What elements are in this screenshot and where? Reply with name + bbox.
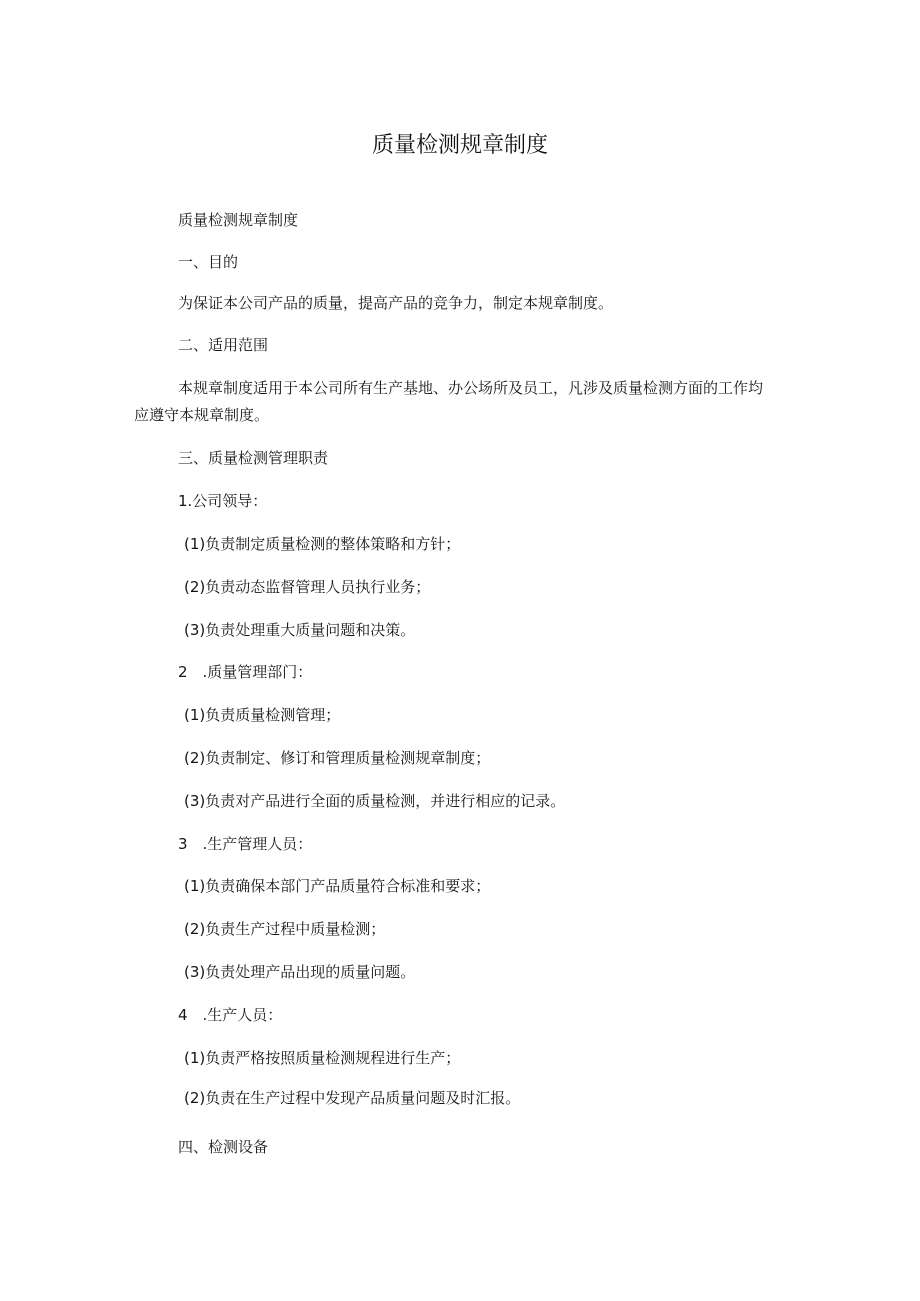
group-3-item-2: (2)负责生产过程中质量检测； <box>184 920 386 938</box>
group-3-item-1: (1)负责确保本部门产品质量符合标准和要求； <box>184 877 491 895</box>
section-4-heading: 四、检测设备 <box>178 1138 269 1156</box>
group-1-item-1: (1)负责制定质量检测的整体策略和方针； <box>184 535 461 553</box>
group-2-item-3: (3)负责对产品进行全面的质量检测，并进行相应的记录。 <box>184 792 566 810</box>
group-2-heading: 2 .质量管理部门： <box>178 663 313 681</box>
group-4-item-1: (1)负责严格按照质量检测规程进行生产； <box>184 1049 461 1067</box>
section-2-text-line-1: 本规章制度适用于本公司所有生产基地、办公场所及员工，凡涉及质量检测方面的工作均 <box>178 379 764 397</box>
section-2-heading: 二、适用范围 <box>178 336 269 354</box>
section-3-heading: 三、质量检测管理职责 <box>178 449 329 467</box>
group-1-heading: 1.公司领导： <box>178 492 268 510</box>
page-title: 质量检测规章制度 <box>371 133 548 158</box>
section-1-text: 为保证本公司产品的质量，提高产品的竞争力，制定本规章制度。 <box>178 294 614 312</box>
section-1-heading: 一、目的 <box>178 253 239 271</box>
group-1-item-2: (2)负责动态监督管理人员执行业务； <box>184 578 431 596</box>
section-2-text-line-2: 应遵守本规章制度。 <box>134 406 270 424</box>
document-subtitle: 质量检测规章制度 <box>178 211 299 229</box>
group-2-item-1: (1)负责质量检测管理； <box>184 706 341 724</box>
group-4-heading: 4 .生产人员： <box>178 1006 283 1024</box>
group-4-item-2: (2)负责在生产过程中发现产品质量问题及时汇报。 <box>184 1089 521 1107</box>
group-3-item-3: (3)负责处理产品出现的质量问题。 <box>184 963 416 981</box>
group-2-item-2: (2)负责制定、修订和管理质量检测规章制度； <box>184 749 491 767</box>
group-3-heading: 3 .生产管理人员： <box>178 835 313 853</box>
group-1-item-3: (3)负责处理重大质量问题和决策。 <box>184 621 416 639</box>
